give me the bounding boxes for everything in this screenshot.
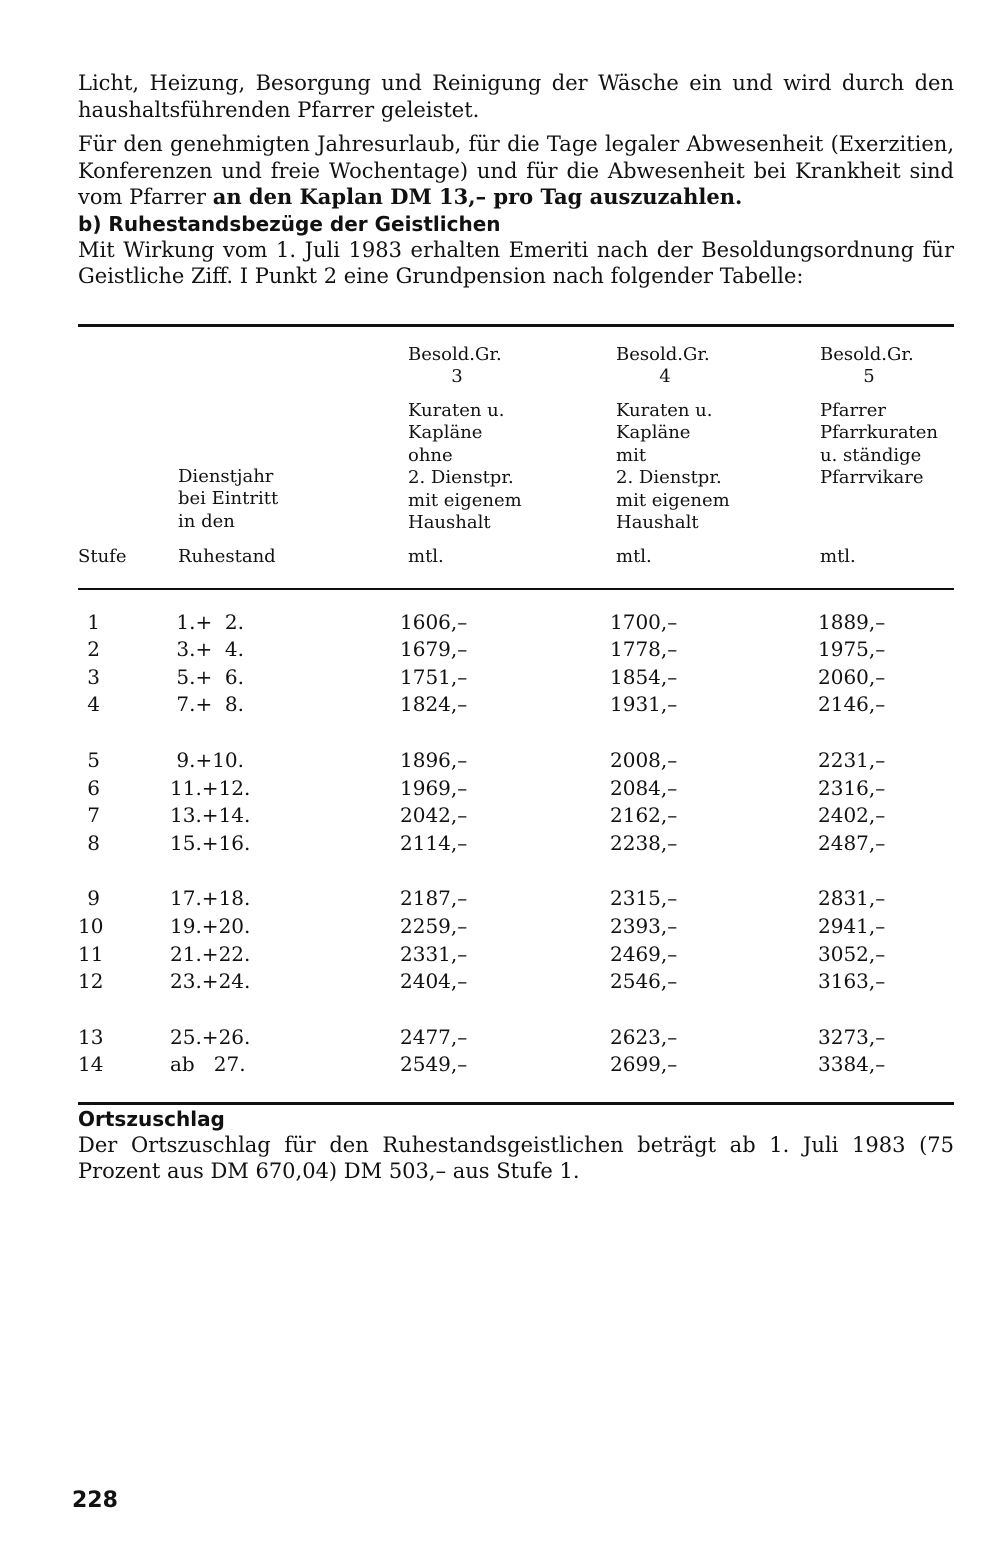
cell-stufe: 2 [87, 637, 100, 662]
cell-group-3: 1606,– [400, 609, 468, 634]
header-dienstjahr-line: bei Eintritt [178, 488, 279, 509]
cell-dienstjahr: 15.+16. [170, 830, 251, 855]
cell-group-3: 2114,– [400, 830, 468, 855]
cell-dienstjahr: 21.+22. [170, 941, 251, 966]
cell-group-4: 2469,– [610, 941, 678, 966]
header-g3-desc-line: ohne [408, 444, 453, 466]
cell-group-4: 1931,– [610, 692, 678, 717]
cell-group-4: 2393,– [610, 913, 678, 938]
table-row [78, 635, 954, 663]
paragraph-ortszuschlag: Der Ortszuschlag für den Ruhestandsgeistlichen beträgt ab 1. Juli 1983 (75 Prozent aus DM 670,04) DM 503,– aus Stufe 1. [78, 1132, 954, 1183]
cell-group-3: 2331,– [400, 941, 468, 966]
section-heading-ortszuschlag: Ortszuschlag [78, 1106, 225, 1131]
table-row [78, 884, 954, 912]
cell-group-4: 1700,– [610, 609, 678, 634]
header-g3-unit: mtl. [408, 545, 444, 567]
header-g4-desc-line: Kuraten u. [616, 399, 713, 421]
cell-group-3: 2477,– [400, 1024, 468, 1049]
table-rule-top [78, 324, 954, 327]
cell-dienstjahr: 19.+20. [170, 913, 251, 938]
cell-group-5: 2316,– [818, 775, 886, 800]
cell-group-4: 1778,– [610, 637, 678, 662]
cell-group-5: 2487,– [818, 830, 886, 855]
cell-group-3: 2042,– [400, 803, 468, 828]
header-g5-desc [820, 400, 938, 490]
table-row [78, 1023, 954, 1051]
cell-stufe: 7 [87, 803, 100, 828]
header-g3-desc-line: 2. Dienstpr. [408, 467, 514, 488]
paragraph-urlaub-text: Für den genehmigten Jahresurlaub, für die Tage legaler Abwesenheit (Exerzitien, Konferenzen und freie Wochentage) und für die Abwesenheit bei Krankheit sind vom Pfarrer [78, 132, 954, 209]
cell-group-5: 1889,– [818, 609, 886, 634]
header-g4-desc-line: mit eigenem [616, 489, 730, 511]
paragraph-intro: Licht, Heizung, Besorgung und Reinigung der Wäsche ein und wird durch den haushaltsführenden Pfarrer geleistet. [78, 71, 954, 122]
cell-dienstjahr: 1.+ 2. [170, 609, 244, 634]
cell-group-5: 3273,– [818, 1024, 886, 1049]
cell-group-3: 2404,– [400, 969, 468, 994]
table-row [78, 774, 954, 802]
cell-stufe: 1 [87, 609, 100, 634]
cell-stufe: 4 [87, 692, 100, 717]
cell-dienstjahr: 11.+12. [170, 775, 251, 800]
header-g3-desc-line: Haushalt [408, 512, 491, 533]
cell-stufe: 13 [78, 1024, 104, 1049]
cell-group-3: 1969,– [400, 775, 468, 800]
header-g5-unit: mtl. [820, 545, 856, 567]
cell-group-3: 1824,– [400, 692, 468, 717]
header-g3-desc-line: Kuraten u. [408, 399, 505, 421]
cell-stufe: 5 [87, 747, 100, 772]
cell-group-4: 2084,– [610, 775, 678, 800]
table-rule-header [78, 588, 954, 590]
header-g4-desc-line: Haushalt [616, 512, 699, 533]
header-g3-title: Besold.Gr. [408, 343, 502, 365]
header-g5-number: 5 [863, 365, 875, 387]
table-row [78, 829, 954, 857]
section-heading-ruhestand: b) Ruhestandsbezüge der Geistlichen [78, 211, 501, 236]
cell-stufe: 6 [87, 775, 100, 800]
header-g4-desc-line: 2. Dienstpr. [616, 467, 722, 488]
cell-group-5: 2060,– [818, 664, 886, 689]
header-g5-desc-line: Pfarrkuraten [820, 422, 939, 443]
cell-group-4: 2238,– [610, 830, 678, 855]
header-dienstjahr [178, 466, 278, 534]
header-g4-number: 4 [659, 365, 671, 387]
cell-stufe: 12 [78, 969, 104, 994]
header-g4-desc [616, 400, 730, 535]
table-row [78, 967, 954, 995]
cell-dienstjahr: 25.+26. [170, 1024, 251, 1049]
header-g5-desc-line: Pfarrvikare [820, 467, 924, 488]
cell-stufe: 9 [87, 886, 100, 911]
table-row [78, 1050, 954, 1078]
header-g3-desc-line: mit eigenem [408, 489, 522, 511]
cell-group-4: 1854,– [610, 664, 678, 689]
cell-dienstjahr: ab 27. [170, 1052, 246, 1077]
cell-stufe: 11 [78, 941, 104, 966]
header-dienstjahr-ruhestand: Ruhestand [178, 545, 276, 567]
table-row [78, 690, 954, 718]
cell-group-4: 2008,– [610, 747, 678, 772]
cell-stufe: 14 [78, 1052, 104, 1077]
cell-group-4: 2546,– [610, 969, 678, 994]
header-g3-desc [408, 400, 522, 535]
header-g3-desc-line: Kapläne [408, 422, 483, 443]
cell-group-3: 1896,– [400, 747, 468, 772]
header-g4-unit: mtl. [616, 545, 652, 567]
header-g5-desc-line: Pfarrer [820, 399, 886, 421]
cell-group-3: 2259,– [400, 913, 468, 938]
cell-group-5: 3384,– [818, 1052, 886, 1077]
table-row [78, 940, 954, 968]
paragraph-urlaub-bold: an den Kaplan DM 13,– pro Tag auszuzahlen. [212, 184, 743, 209]
header-g4-desc-line: mit [616, 444, 647, 466]
cell-group-4: 2315,– [610, 886, 678, 911]
header-dienstjahr-line: in den [178, 510, 235, 532]
cell-dienstjahr: 5.+ 6. [170, 664, 244, 689]
paragraph-ruhestand: Mit Wirkung vom 1. Juli 1983 erhalten Emeriti nach der Besoldungsordnung für Geistliche Ziff. I Punkt 2 eine Grundpension nach folgender Tabelle: [78, 237, 954, 288]
cell-group-3: 1751,– [400, 664, 468, 689]
table-row [78, 801, 954, 829]
table-row [78, 663, 954, 691]
cell-group-5: 3163,– [818, 969, 886, 994]
header-g5-title: Besold.Gr. [820, 343, 914, 365]
table-row [78, 746, 954, 774]
cell-group-3: 2187,– [400, 886, 468, 911]
cell-group-5: 1975,– [818, 637, 886, 662]
cell-group-5: 2402,– [818, 803, 886, 828]
header-g4-title: Besold.Gr. [616, 343, 710, 365]
header-g5-desc-line: u. ständige [820, 444, 922, 466]
cell-stufe: 10 [78, 913, 104, 938]
cell-group-4: 2623,– [610, 1024, 678, 1049]
cell-group-3: 1679,– [400, 637, 468, 662]
header-g3-number: 3 [451, 365, 463, 387]
cell-group-5: 2231,– [818, 747, 886, 772]
cell-dienstjahr: 3.+ 4. [170, 637, 244, 662]
table-row [78, 608, 954, 636]
header-stufe: Stufe [78, 545, 127, 567]
cell-group-5: 2941,– [818, 913, 886, 938]
cell-stufe: 8 [87, 830, 100, 855]
document-page [78, 70, 954, 1185]
header-dienstjahr-line: Dienstjahr [178, 465, 274, 487]
cell-dienstjahr: 7.+ 8. [170, 692, 244, 717]
cell-group-3: 2549,– [400, 1052, 468, 1077]
table-row [78, 912, 954, 940]
cell-group-4: 2162,– [610, 803, 678, 828]
cell-dienstjahr: 13.+14. [170, 803, 251, 828]
cell-dienstjahr: 9.+10. [170, 747, 245, 772]
cell-stufe: 3 [87, 664, 100, 689]
cell-group-5: 2146,– [818, 692, 886, 717]
header-g4-desc-line: Kapläne [616, 422, 691, 443]
cell-group-4: 2699,– [610, 1052, 678, 1077]
cell-dienstjahr: 23.+24. [170, 969, 251, 994]
cell-group-5: 3052,– [818, 941, 886, 966]
table-rule-bottom [78, 1102, 954, 1105]
cell-dienstjahr: 17.+18. [170, 886, 251, 911]
cell-group-5: 2831,– [818, 886, 886, 911]
pension-table [78, 324, 954, 1106]
paragraph-urlaub [78, 131, 954, 211]
page-number: 228 [72, 1488, 118, 1513]
